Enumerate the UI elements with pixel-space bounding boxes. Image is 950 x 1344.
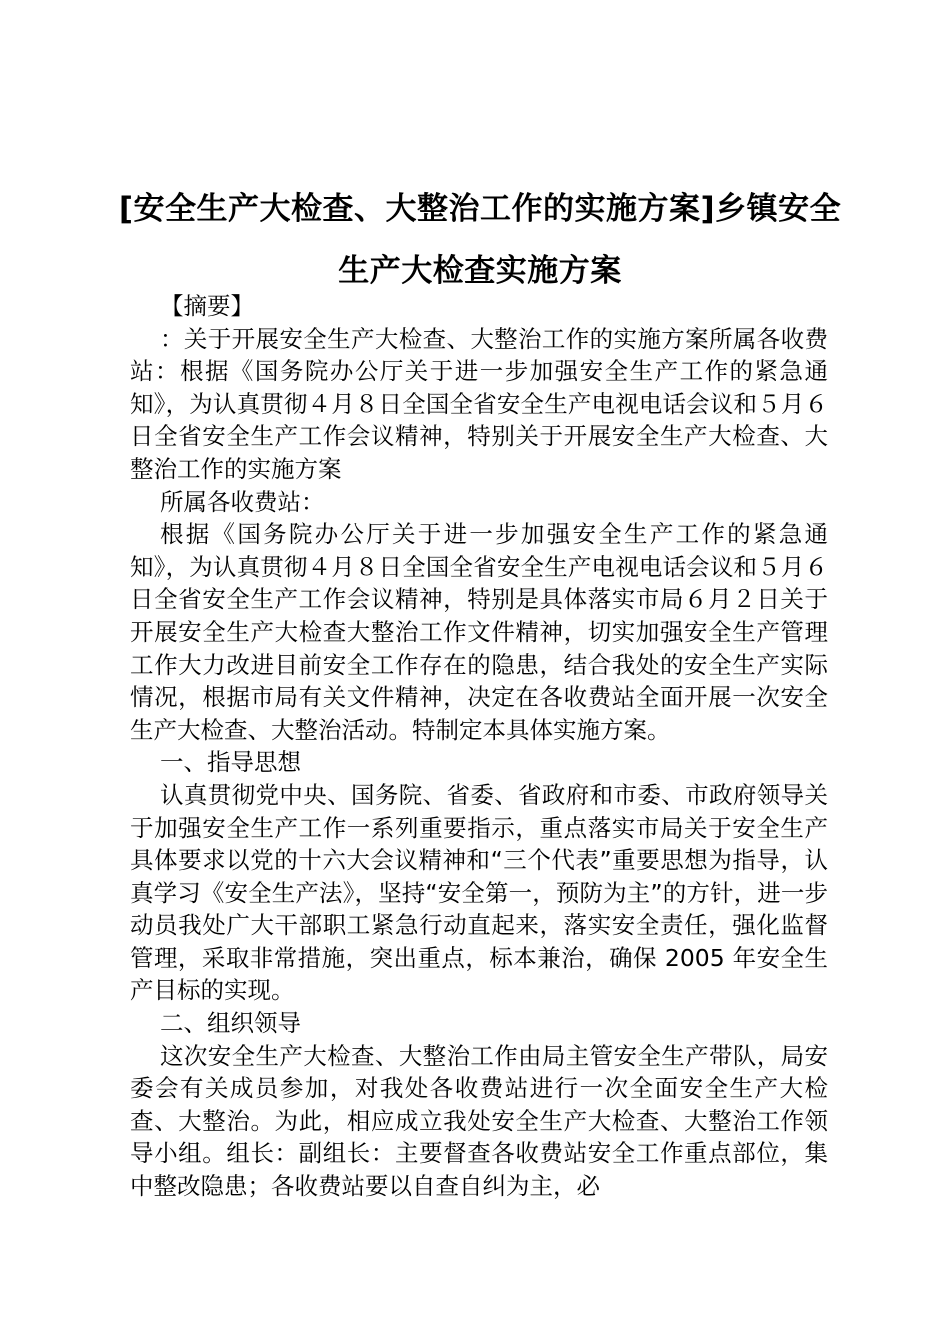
document-body: [130, 290, 828, 1203]
section-text-organization: 这次安全生产大检查、大整治工作由局主管安全生产带队，局安委会有关成员参加，对我处各收费站进行一次全面安全生产大检查、大整治。为此，相应成立我处安全生产大检查、大整治工作领导小组。组长：副组长：主要督查各收费站安全工作重点部位，集中整改隐患；各收费站要以自查自纠为主，必: [130, 1041, 828, 1201]
section-heading-guiding-ideology: 一、指导思想: [160, 748, 301, 777]
section-text-guiding-ideology: 认真贯彻党中央、国务院、省委、省政府和市委、市政府领导关于加强安全生产工作一系列重要指示，重点落实市局关于安全生产具体要求以党的十六大会议精神和“三个代表”重要思想为指导，认真学习《安全生产法》，坚持“安全第一，预防为主”的方针，进一步动员我处广大干部职工紧急行动直起来，落实安全责任，强化监督管理，采取非常措施，突出重点，标本兼治，确保 2005 年安全生产目标的实现。: [130, 780, 828, 1005]
section-heading-organization: 二、组织领导: [160, 1009, 301, 1038]
abstract-label: 【摘要】: [160, 292, 254, 320]
document-title: [安全生产大检查、大整治工作的实施方案]乡镇安全生产大检查实施方案: [118, 191, 842, 289]
abstract-text: ：关于开展安全生产大检查、大整治工作的实施方案所属各收费站：根据《国务院办公厅关于进一步加强安全生产工作的紧急通知》，为认真贯彻４月８日全国全省安全生产电视电话会议和５月６日全省安全生产工作会议精神，特别关于开展安全生产大检查、大整治工作的实施方案: [130, 324, 828, 483]
salutation: 所属各收费站：: [160, 487, 325, 516]
intro-paragraph: 根据《国务院办公厅关于进一步加强安全生产工作的紧急通知》，为认真贯彻４月８日全国全省安全生产电视电话会议和５月６日全省安全生产工作会议精神，特别是具体落实市局６月２日关于开展安全生产大检查大整治工作文件精神，切实加强安全生产管理工作大力改进目前安全工作存在的隐患，结合我处的安全生产实际情况，根据市局有关文件精神，决定在各收费站全面开展一次安全生产大检查、大整治活动。特制定本具体实施方案。: [130, 520, 828, 744]
document-page: [118, 0, 842, 1344]
